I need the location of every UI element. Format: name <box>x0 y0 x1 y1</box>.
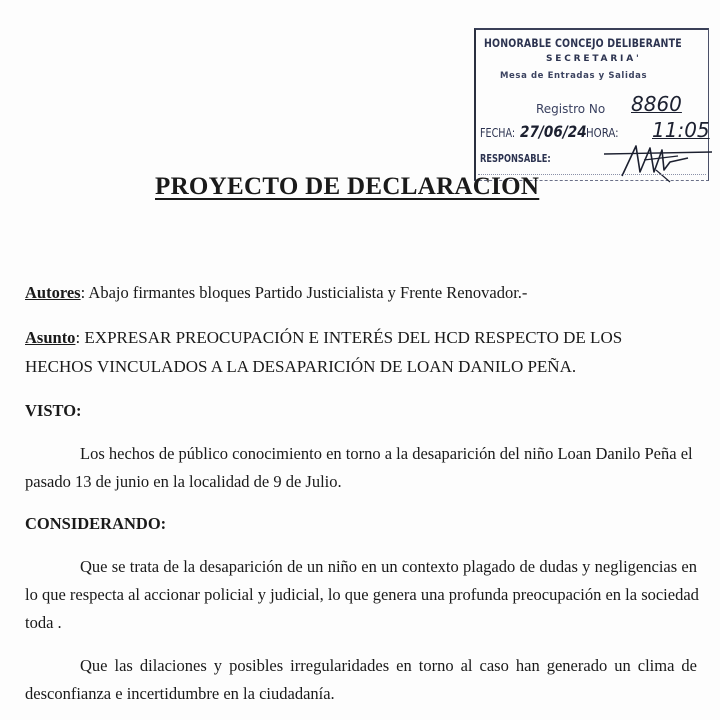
stamp-hora-label: HORA: <box>586 126 619 140</box>
considerando-p1-line-2: lo que respecta al accionar policial y judicial, lo que genera una profunda preocupación en la sociedad <box>25 585 699 604</box>
visto-heading: VISTO: <box>25 401 82 420</box>
handwritten-signature <box>600 142 715 184</box>
stamp-fecha-label: FECHA: <box>480 126 516 140</box>
stamp-responsable-label: RESPONSABLE: <box>480 152 551 165</box>
stamp-department: SECRETARIA' <box>546 54 642 64</box>
autores-label: Autores <box>25 283 81 302</box>
stamp-institution: HONORABLE CONCEJO DELIBERANTE <box>484 36 682 50</box>
asunto-text-1: : EXPRESAR PREOCUPACIÓN E INTERÉS DEL HCD RESPECTO DE LOS <box>75 328 623 347</box>
stamp-registro-label: Registro No <box>536 102 606 116</box>
considerando-heading: CONSIDERANDO: <box>25 514 167 533</box>
considerando-p1-line-1: Que se trata de la desaparición de un niño en un contexto plagado de dudas y negligencias en <box>80 557 697 576</box>
asunto-line-2: HECHOS VINCULADOS A LA DESAPARICIÓN DE LOAN DANILO PEÑA. <box>25 357 577 376</box>
asunto-line-1 <box>25 328 622 348</box>
stamp-fecha-value: 27/06/24 <box>520 122 587 141</box>
considerando-p2-line-2: desconfianza e incertidumbre en la ciudadanía. <box>25 684 335 703</box>
stamp-office: Mesa de Entradas y Salidas <box>500 71 648 81</box>
visto-line-2: pasado 13 de junio en la localidad de 9 de Julio. <box>25 472 342 491</box>
stamp-hora-value: 11:05 <box>652 118 710 142</box>
visto-line-1: Los hechos de público conocimiento en torno a la desaparición del niño Loan Danilo Peña el <box>80 444 693 463</box>
considerando-p1-line-3: toda . <box>25 613 62 632</box>
reception-stamp <box>474 28 709 181</box>
considerando-p2-line-1: Que las dilaciones y posibles irregularidades en torno al caso han generado un clima de <box>80 656 697 675</box>
asunto-label: Asunto <box>25 328 76 347</box>
autores-line <box>25 283 527 303</box>
autores-text: : Abajo firmantes bloques Partido Justicialista y Frente Renovador.- <box>80 283 528 302</box>
stamp-registro-value: 8860 <box>631 92 682 116</box>
document-title: PROYECTO DE DECLARACION <box>155 173 540 200</box>
